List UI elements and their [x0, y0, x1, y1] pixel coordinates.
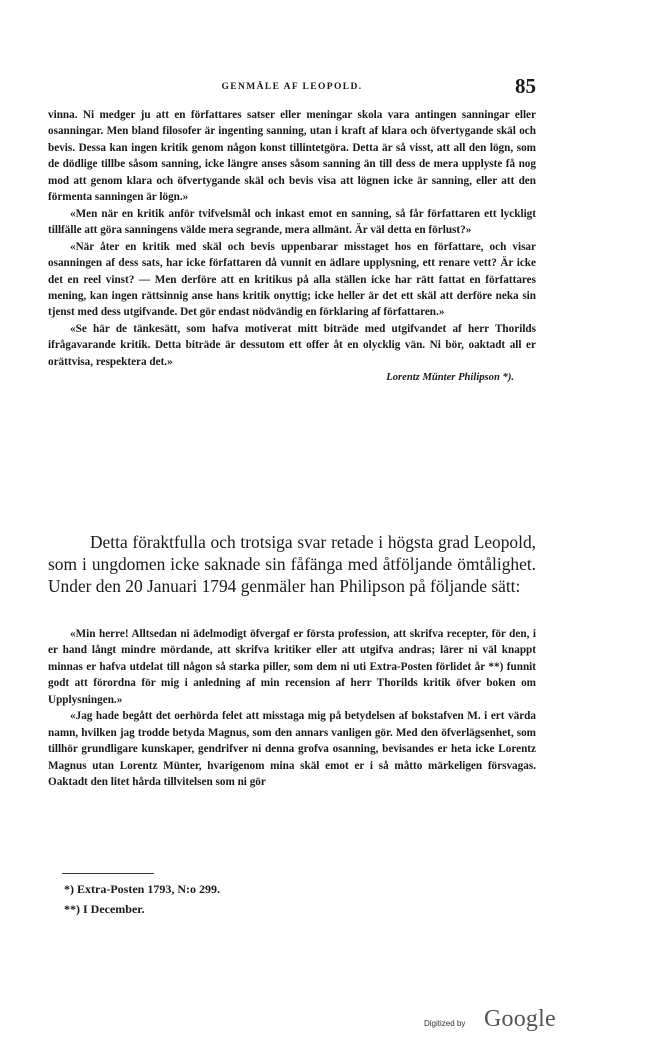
- footnote-divider: [62, 873, 154, 874]
- running-head: GENMÄLE AF LEOPOLD.: [221, 82, 363, 92]
- paragraph: «Jag hade begått det oerhörda felet att misstaga mig på betydelsen af bokstafven M. i ert värda namn, hvilken jag trodde betyda Magnus, som den annars vanligen gör. Med den öfverlägsenhet, som tillhör grundligare kunskaper, gendrifver ni denna grofva osanning, bevisandes er heta icke Lorentz Magnus utan Lorentz Münter, hvarigenom mina skäl emot er i så måtto märkeligen försvagas. Oaktadt den litet hårda tillvitelsen som ni gör: [48, 710, 536, 789]
- paragraph: «Men när en kritik anför tvifvelsmål och inkast emot en sanning, så får författaren ett lyckligt tillfälle att göra sanningens välde mera segrande, mera allmänt. Är väl detta en förlust?»: [48, 207, 536, 237]
- quoted-letter-block-2: [48, 626, 536, 791]
- page-header: [48, 74, 536, 100]
- paragraph: «Se här de tänkesätt, som hafva motiverat mitt biträde med utgifvandet af herr Thorilds ifrågavarande kritik. Detta biträde är dessutom ett offer åt en olycklig vän. Ni bör, oaktadt all er orättvisa, respektera det.»: [48, 322, 536, 368]
- footnotes: [64, 879, 220, 919]
- paragraph: «När åter en kritik med skäl och bevis uppenbarar misstaget hos en författare, och visar osanningen af dess sats, har icke författaren då vunnit en ädlare upplysning, ett renare vett? Är icke det en reel vinst? — Men derföre att en kritikus på alla ställen icke har rätt fattat en författares mening, kan ingen rättsinnig anse hans kritik onyttig; icke heller är det ett skäl att derföre neka sin tjenst med dess utgifvande. Det gör endast nödvändig en förklaring af författaren.»: [48, 240, 536, 319]
- footnote: *) Extra-Posten 1793, N:o 299.: [64, 882, 220, 896]
- narrative-block: [48, 532, 536, 597]
- page-number: 85: [515, 74, 536, 98]
- signature: Lorentz Münter Philipson *).: [386, 372, 514, 384]
- google-logo: Google: [484, 1006, 556, 1032]
- paragraph-continuation: vinna. Ni medger ju att en författares satser eller meningar skola vara antingen sanningar eller osanningar. Men bland filosofer är ingenting sanning, utan i kraft af klara och öfvertygande skäl och bevis. Dessa kan ingen kritik genom någon konst tillintetgöra. Detta är så visst, att all den lögn, som de dödlige tillbe såsom sanning, icke längre anses såsom sanning än till dess de mera upplyste få nog mod att genom klara och öfvertygande skäl och bevis visa att lögnen icke är sanning, eller att den förmenta sanningen är lögn.»: [48, 109, 536, 204]
- digitized-by-google-watermark: [424, 1006, 564, 1036]
- paragraph: «Min herre! Alltsedan ni ädelmodigt öfvergaf er första profession, att skrifva recepter, för den, i er hand långt mindre mördande, att skrifva kritiker eller att utgifva andras; lärer ni väl knappt minnas er hafva utdelat till någon så starka piller, som dem ni uti Extra-Posten förlidet år **) funnit godt att förordna för mig i anledning af min recension af herr Thorilds kritik öfver boken om Upplysningen.»: [48, 628, 536, 706]
- quoted-letter-block-1: [48, 107, 536, 387]
- footnote: **) I December.: [64, 902, 145, 916]
- digitized-label: Digitized by: [424, 1019, 466, 1028]
- narrative-paragraph: Detta föraktfulla och trotsiga svar retade i högsta grad Leopold, som i ungdomen icke saknade sin fåfänga med åtföljande ömtålighet. Under den 20 Januari 1794 genmäler han Philipson på följande sätt:: [48, 532, 536, 596]
